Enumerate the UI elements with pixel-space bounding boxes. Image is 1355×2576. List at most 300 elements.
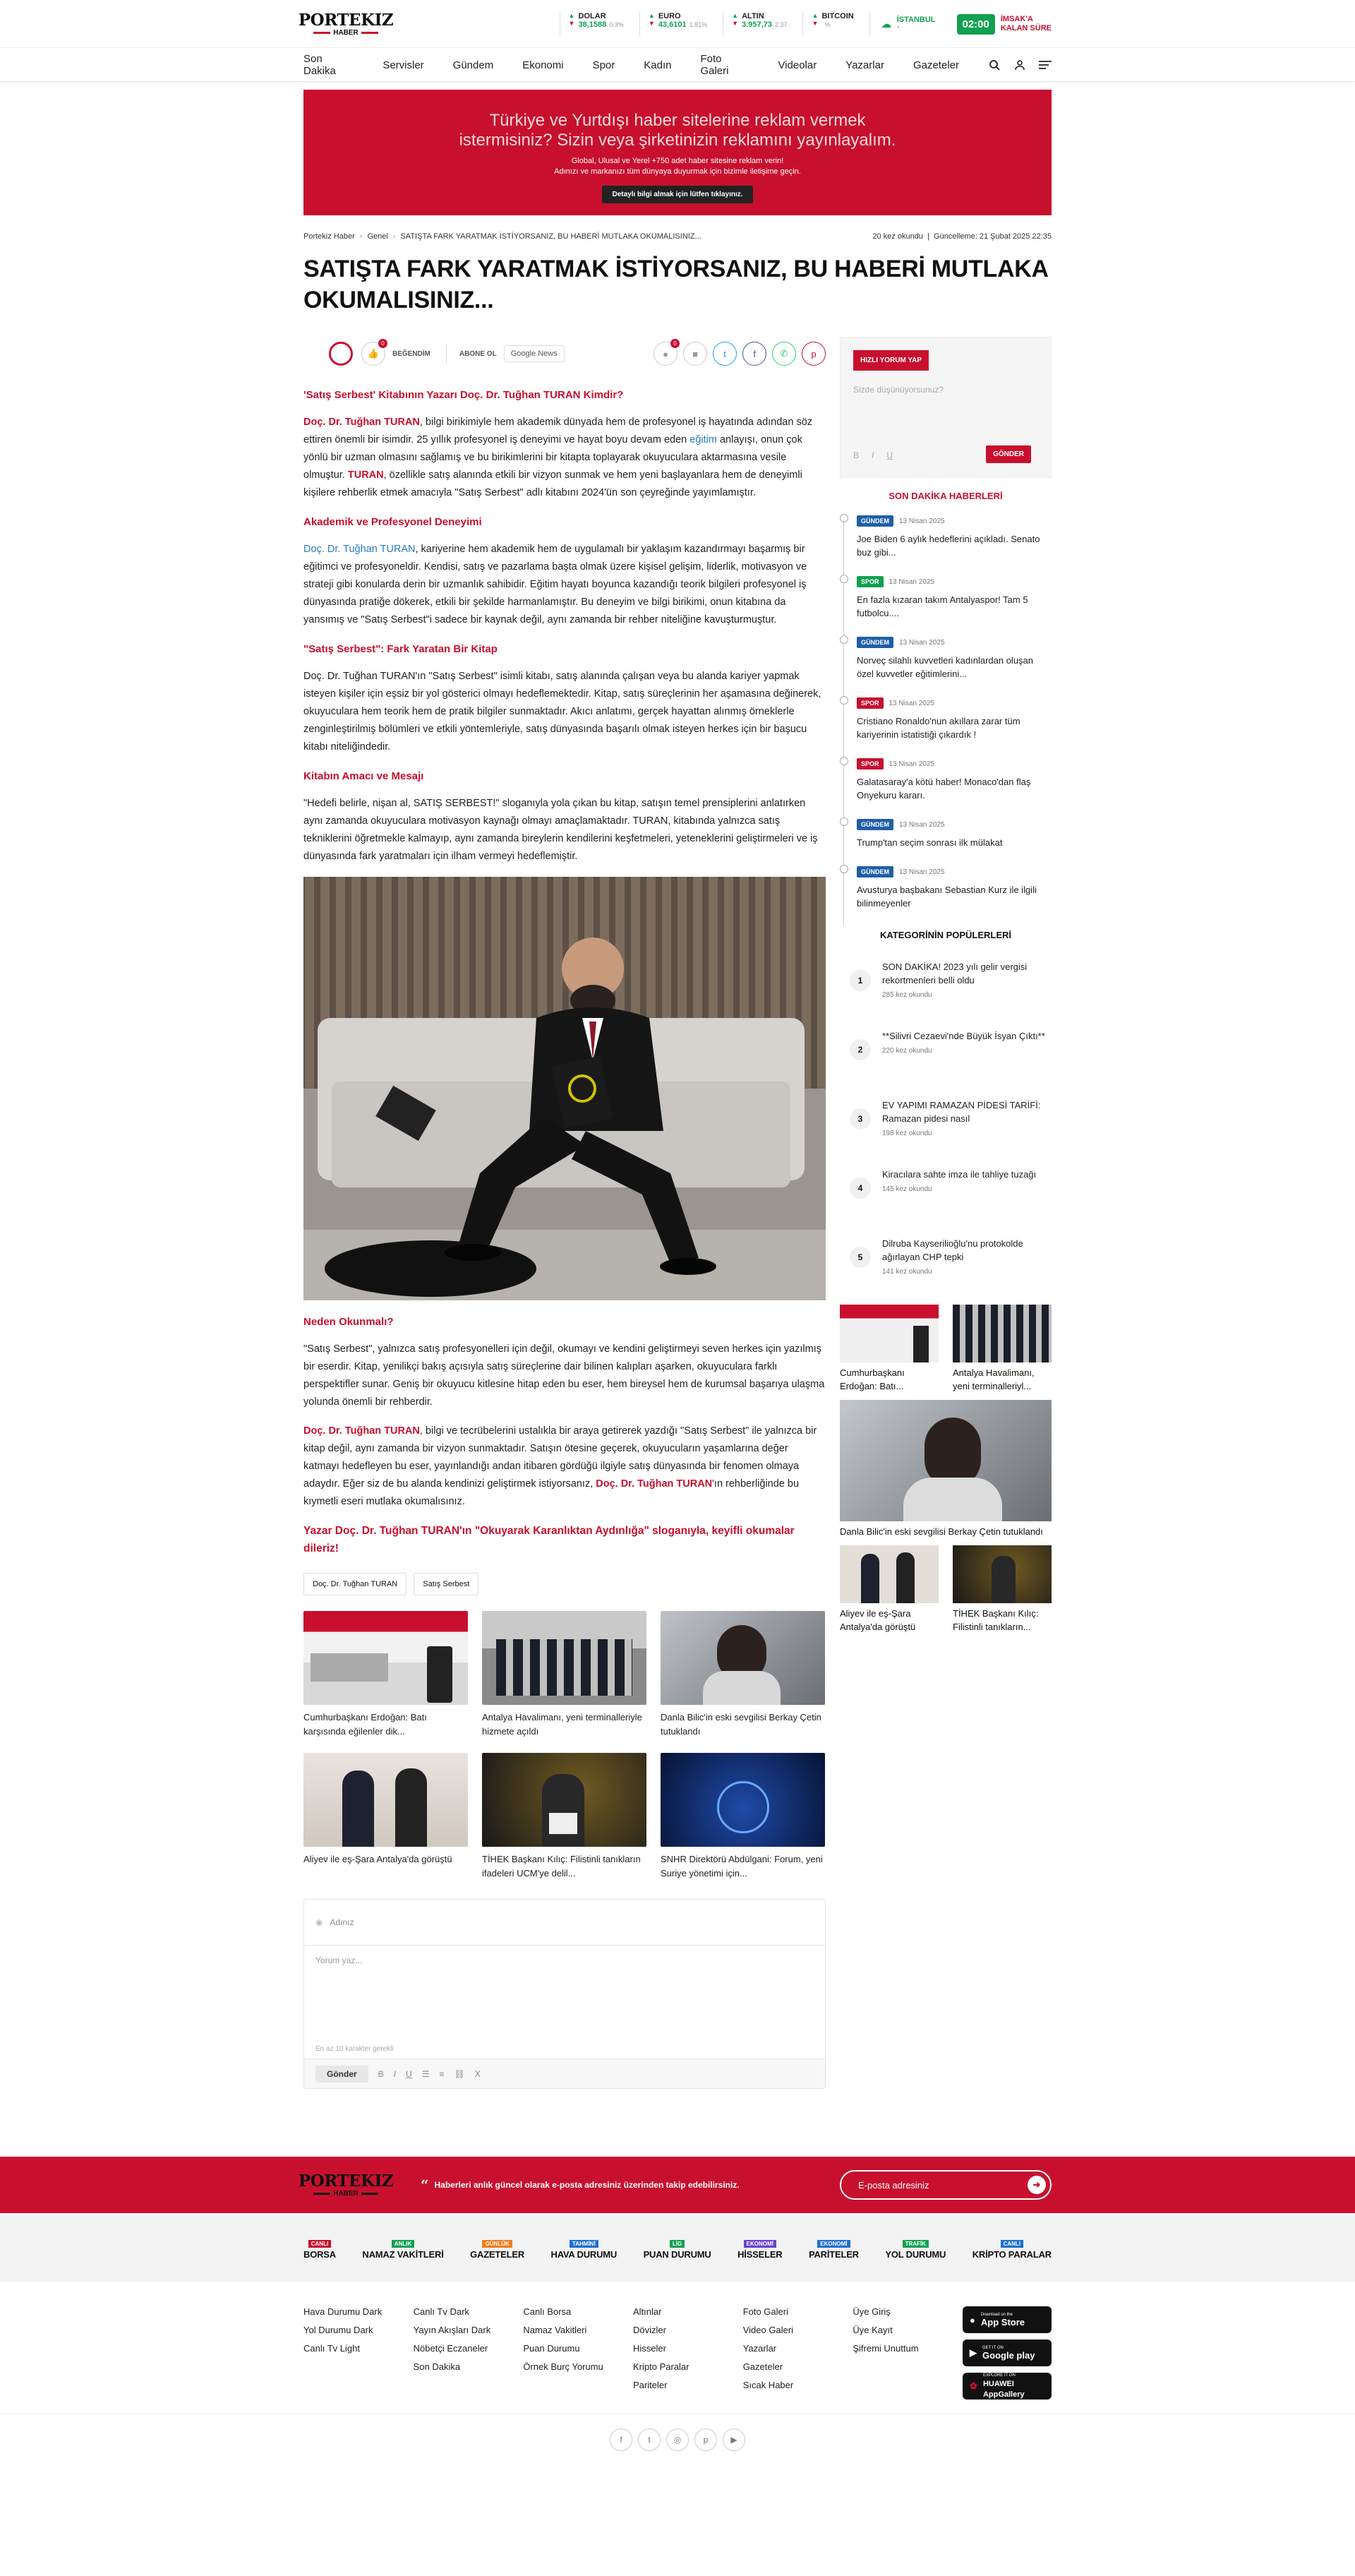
bold-icon[interactable]: B bbox=[378, 2068, 384, 2079]
closing-line: Yazar Doç. Dr. Tuğhan TURAN'ın "Okuyarak Karanlıktan Aydınlığa" sloganıyla, keyifli okumalar dileriz! bbox=[303, 1525, 795, 1554]
related-image bbox=[661, 1753, 825, 1847]
service-name: GAZETELER bbox=[470, 2248, 525, 2260]
facebook-share-button[interactable] bbox=[742, 342, 766, 366]
text: , bilgi birikimiyle hem akademik dünyada hem de profesyonel iş hayatında adından söz ettiren önemli bir isimdir. 25 yıllık profesyonel iş deneyimi ve hayat boyu devam eden bbox=[303, 417, 813, 445]
quick-format-toolbar bbox=[853, 450, 893, 460]
sidebar-news-card[interactable] bbox=[953, 1305, 1052, 1393]
nav-item-gazeteler[interactable]: Gazeteler bbox=[913, 59, 959, 71]
related-news bbox=[303, 1611, 826, 1881]
related-card[interactable] bbox=[661, 1611, 825, 1739]
quick-comment-submit[interactable]: GÖNDER bbox=[986, 445, 1031, 463]
footer-link[interactable]: Örnek Burç Yorumu bbox=[523, 2361, 603, 2372]
author-link[interactable]: Doç. Dr. Tuğhan TURAN bbox=[596, 1478, 713, 1490]
related-title: Cumhurbaşkanı Erdoğan: Batı karşısında eğilenler dik... bbox=[303, 1712, 427, 1737]
tag[interactable]: Satış Serbest bbox=[414, 1573, 478, 1595]
nav-item-kadin[interactable]: Kadın bbox=[644, 59, 672, 71]
author-link[interactable]: Doç. Dr. Tuğhan TURAN bbox=[303, 1425, 420, 1437]
latest-news-item[interactable] bbox=[843, 635, 1052, 696]
footer-link[interactable]: Şifremi Unuttum bbox=[853, 2343, 919, 2354]
footer-link[interactable]: Dövizler bbox=[633, 2325, 666, 2335]
trend-icon: ▲ ▼ bbox=[648, 12, 655, 27]
service-namaz-vakitleri[interactable] bbox=[362, 2236, 443, 2260]
appgallery-badge[interactable] bbox=[963, 2373, 1052, 2400]
logo-text: PORTEKIZ bbox=[298, 10, 394, 30]
author-link[interactable]: Doç. Dr. Tuğhan TURAN bbox=[303, 544, 416, 555]
service-hava-durumu[interactable] bbox=[551, 2236, 618, 2260]
chevron-right-icon: › bbox=[392, 232, 396, 241]
footer-column bbox=[743, 2306, 853, 2400]
related-card[interactable] bbox=[303, 1611, 468, 1739]
market-name: EURO bbox=[658, 12, 681, 20]
article-meta: 20 kez okundu | Güncelleme: 21 Şubat 2025 22:35 bbox=[872, 232, 1052, 241]
related-title: Danla Bilic'in eski sevgilisi Berkay Çetin tutuklandı bbox=[661, 1712, 821, 1737]
footer-link[interactable]: Canlı Borsa bbox=[523, 2306, 572, 2317]
instagram-icon[interactable]: ◎ bbox=[666, 2428, 689, 2451]
nav-item-gundem[interactable]: Gündem bbox=[452, 59, 494, 71]
footer-link[interactable]: Hisseler bbox=[633, 2343, 666, 2354]
footer-link[interactable]: Puan Durumu bbox=[523, 2343, 580, 2354]
rank-number: 1 bbox=[850, 970, 871, 991]
like-button[interactable] bbox=[361, 342, 385, 366]
trend-icon: ▲ ▼ bbox=[812, 12, 819, 27]
news-date: 13 Nisan 2025 bbox=[899, 868, 945, 876]
facebook-icon: f bbox=[753, 348, 756, 359]
service-hisseler[interactable] bbox=[737, 2236, 782, 2260]
countdown-time: 02:00 bbox=[957, 14, 995, 35]
imsak-countdown bbox=[957, 14, 1052, 35]
site-logo[interactable] bbox=[298, 8, 394, 40]
footer-link[interactable]: Canlı Tv Light bbox=[303, 2343, 360, 2354]
text: , özellikle satış alanında etkili bir vizyon sunmak ve hem yeni başlayanlara hem de deneyimli kişilere rehberlik etmek amacıyla "Satış Serbest" adlı kitabını 2024'ün son çeyreğinde yayımlamıştır. bbox=[303, 469, 802, 498]
article bbox=[303, 337, 826, 2089]
service-gazeteler[interactable] bbox=[470, 2236, 524, 2260]
reaction-ring-icon[interactable] bbox=[329, 342, 353, 366]
market-change: 2.37 bbox=[774, 21, 788, 28]
comment-hint: En az 10 karakter gerekli bbox=[315, 2045, 394, 2053]
related-image bbox=[482, 1753, 646, 1847]
main-nav bbox=[0, 48, 1355, 82]
popular-title-text: Kiracılara sahte imza ile tahliye tuzağı bbox=[882, 1169, 1037, 1180]
popular-title-text: Dilruba Kayserilioğlu'nu protokolde ağırlayan CHP tepki bbox=[882, 1238, 1023, 1262]
service-name: PARİTELER bbox=[808, 2248, 859, 2260]
breadcrumb-current: SATIŞTA FARK YARATMAK İSTİYORSANIZ, BU HABERİ MUTLAKA OKUMALISINIZ... bbox=[400, 232, 701, 241]
whatsapp-share-button[interactable] bbox=[772, 342, 796, 366]
nav-item-foto-galeri[interactable]: Foto Galeri bbox=[700, 53, 729, 77]
breadcrumb bbox=[303, 232, 1052, 241]
popular-title-text: EV YAPIMI RAMAZAN PİDESİ TARİFİ: Ramazan pidesi nasıl bbox=[882, 1100, 1041, 1124]
news-title: Cristiano Ronaldo'nun akıllara zarar tüm kariyerinin istatistiği çıkardık ! bbox=[857, 716, 1020, 740]
user-icon: ◉ bbox=[315, 1917, 323, 1927]
logo-subtext bbox=[313, 2190, 378, 2198]
paragraph bbox=[303, 1422, 826, 1511]
latest-news-title bbox=[840, 491, 1052, 501]
service-badge: LİG bbox=[670, 2240, 685, 2248]
footer-link[interactable]: Üye Kayıt bbox=[853, 2325, 893, 2335]
latest-news-list bbox=[843, 514, 1052, 925]
footer-link[interactable]: Yazarlar bbox=[742, 2343, 777, 2354]
store-small: EXPLORE IT ON bbox=[982, 2373, 1016, 2378]
logo-subtext-label: HABER bbox=[333, 2189, 359, 2198]
service-badge: EKONOMİ bbox=[817, 2240, 850, 2248]
nav-item-spor[interactable]: Spor bbox=[592, 59, 615, 71]
news-image bbox=[840, 1545, 939, 1603]
like-count: 0 bbox=[378, 339, 387, 348]
sidebar-news-card[interactable] bbox=[840, 1545, 939, 1634]
email-placeholder: E-posta adresiniz bbox=[858, 2179, 929, 2191]
footer-link[interactable]: Canlı Tv Dark bbox=[413, 2306, 469, 2317]
category-badge: SPOR bbox=[857, 576, 884, 587]
related-image bbox=[303, 1753, 468, 1847]
footer-column bbox=[633, 2306, 743, 2400]
countdown-label: KALAN SÜRE bbox=[1000, 24, 1052, 32]
service-pariteler[interactable] bbox=[809, 2236, 859, 2260]
section-heading: Akademik ve Profesyonel Deneyimi bbox=[303, 516, 482, 528]
pinterest-icon[interactable]: p bbox=[694, 2428, 717, 2451]
breadcrumb-category[interactable]: Genel bbox=[367, 232, 388, 241]
footer-link[interactable]: Son Dakika bbox=[413, 2361, 461, 2372]
chevron-right-icon: › bbox=[359, 232, 363, 241]
related-title: TİHEK Başkanı Kılıç: Filistinli tanıkların ifadeleri UCM'ye delil... bbox=[482, 1854, 641, 1879]
popular-title-text: **Silivri Cezaevi'nde Büyük İsyan Çıktı** bbox=[882, 1031, 1045, 1041]
menu-icon[interactable] bbox=[1039, 59, 1052, 71]
footer-link[interactable]: Yol Durumu Dark bbox=[303, 2325, 373, 2335]
footer-link[interactable]: Nöbetçi Eczaneler bbox=[413, 2343, 488, 2354]
ordered-list-icon[interactable]: ☰ bbox=[421, 2068, 430, 2079]
paragraph: "Hedefi belirle, nişan al, SATIŞ SERBEST!" sloganıyla yola çıkan bu kitap, satışın temel prensiplerini anlatırken aynı zamanda okuyuculara motivasyon kaynağı olmayı amaçlamaktadır. TURAN, kitabında yalnızca satış tekniklerini öğretmekle kalmayıp, aynı zamanda bireylerin kendilerini keşfetmeleri, yeteneklerini geliştirmeleri ve iş dünyasında fark yaratmaları için ilham vermeyi hedeflemiştir. bbox=[303, 798, 818, 862]
service-name: KRİPTO PARALAR bbox=[972, 2248, 1052, 2260]
section-heading: Neden Okunmalı? bbox=[303, 1316, 394, 1328]
italic-icon[interactable]: I bbox=[872, 450, 874, 460]
banner-heading: Türkiye ve Yurtdışı haber sitelerine reklam vermek istermisiniz? Sizin veya şirketinizin reklamını yayınlayalım. bbox=[459, 111, 896, 150]
category-badge: GÜNDEM bbox=[857, 637, 893, 648]
cloud-icon: ☁ bbox=[881, 18, 892, 30]
market-ticker bbox=[560, 12, 1052, 36]
market-change: % bbox=[824, 21, 831, 28]
nav-item-yazarlar[interactable]: Yazarlar bbox=[845, 59, 884, 71]
sidebar-news-grid bbox=[840, 1305, 1052, 1634]
news-title: Avusturya başbakanı Sebastian Kurz ile ilgili bilinmeyenler bbox=[857, 885, 1037, 909]
service-name: YOL DURUMU bbox=[885, 2248, 946, 2260]
store-name: App Store bbox=[980, 2316, 1025, 2328]
nav-item-servisler[interactable]: Servisler bbox=[383, 59, 424, 71]
market-gold[interactable] bbox=[723, 12, 787, 36]
bookmark-icon: ■ bbox=[692, 348, 698, 359]
twitter-share-button[interactable] bbox=[713, 342, 737, 366]
service-puan-durumu[interactable] bbox=[644, 2236, 711, 2260]
footer-column bbox=[853, 2306, 963, 2400]
footer-link[interactable]: Sıcak Haber bbox=[742, 2380, 794, 2390]
page-title: SATIŞTA FARK YARATMAK İSTİYORSANIZ, BU HABERİ MUTLAKA OKUMALISINIZ... bbox=[303, 256, 1048, 313]
market-value: 38,1588 bbox=[578, 20, 607, 29]
sidebar bbox=[840, 337, 1052, 2089]
bookmark-button[interactable] bbox=[683, 342, 707, 366]
trend-icon: ▲ ▼ bbox=[568, 12, 575, 27]
footer-column bbox=[523, 2306, 633, 2400]
footer-link[interactable]: Yayın Akışları Dark bbox=[413, 2325, 491, 2335]
rank-number: 3 bbox=[850, 1108, 871, 1130]
footer-logo[interactable] bbox=[298, 2169, 394, 2200]
logo-subtext bbox=[313, 29, 378, 37]
read-count: 20 kez okundu bbox=[872, 232, 923, 241]
text: , kariyerine hem akademik hem de uygulamalı bir yaklaşım kazandırmayı başarmış bir eğitimci ve profesyoneldir. Kendisi, satış ve pazarlama başta olmak üzere kişisel gelişim, liderlik, motivasyon ve strateji gibi konularda derin bir uzmanlık sahibidir. Eğitim hayatı boyunca kazandığı teorik bilgileri profesyonel iş dünyasında pratiğe dökerek, etkili bir şekilde harmanlamıştır. Bu deneyim ve bilgi birikimi, onun kitabına da yansımış ve "Satış Serbest"i sadece bir kaynak değil, aynı zamanda bir rehber niteliğine kavuşturmuştur. bbox=[303, 544, 807, 625]
google-news-button[interactable]: Google News bbox=[504, 345, 565, 362]
section-heading: 'Satış Serbest' Kitabının Yazarı Doç. Dr. Tuğhan TURAN Kimdir? bbox=[303, 389, 624, 401]
google-play-badge[interactable] bbox=[963, 2340, 1052, 2366]
news-image bbox=[953, 1305, 1052, 1362]
like-label: BEĞENDİM bbox=[392, 349, 430, 358]
news-date: 13 Nisan 2025 bbox=[899, 639, 945, 647]
newsletter-bar bbox=[0, 2157, 1355, 2213]
rank-number: 4 bbox=[850, 1178, 871, 1199]
search-icon[interactable] bbox=[988, 59, 1001, 71]
weather-city: İSTANBUL bbox=[896, 15, 936, 24]
related-image bbox=[303, 1611, 468, 1705]
quick-comment-box bbox=[840, 337, 1052, 478]
service-name: HAVA DURUMU bbox=[550, 2248, 618, 2260]
latest-news-item[interactable] bbox=[843, 865, 1052, 925]
quick-comment-tab: HIZLI YORUM YAP bbox=[853, 350, 929, 371]
news-image bbox=[840, 1400, 1052, 1521]
clear-format-icon[interactable]: Ⅹ bbox=[474, 2068, 481, 2079]
pinterest-icon: p bbox=[811, 348, 817, 359]
popular-item[interactable] bbox=[850, 1022, 1052, 1091]
sidebar-news-card[interactable] bbox=[840, 1305, 939, 1393]
footer-link[interactable]: Video Galeri bbox=[742, 2325, 793, 2335]
service-badge: CANLI bbox=[308, 2240, 331, 2248]
popular-title-text: SON DAKİKA! 2023 yılı gelir vergisi rekortmenleri belli oldu bbox=[882, 961, 1028, 986]
footer-link[interactable]: Pariteler bbox=[633, 2380, 668, 2390]
sidebar-news-card[interactable] bbox=[840, 1400, 1052, 1538]
social-links bbox=[0, 2414, 1355, 2451]
italic-icon[interactable]: I bbox=[393, 2068, 397, 2079]
store-small: Download on the bbox=[980, 2312, 1013, 2317]
footer-link[interactable]: Gazeteler bbox=[742, 2361, 783, 2372]
twitter-icon: t bbox=[723, 348, 726, 359]
latest-news-item[interactable] bbox=[843, 696, 1052, 757]
related-title: Aliyev ile eş-Şara Antalya'da görüştü bbox=[303, 1854, 452, 1864]
read-count: 145 kez okundu bbox=[882, 1185, 932, 1193]
link-icon[interactable]: ⛓ bbox=[454, 2068, 465, 2079]
comment-submit-button[interactable]: Gönder bbox=[315, 2066, 368, 2083]
service-name: BORSA bbox=[303, 2248, 336, 2260]
service-name: HİSSELER bbox=[737, 2248, 783, 2260]
news-title: Trump'tan seçim sonrası ilk mülakat bbox=[857, 837, 1003, 848]
service-badge: GÜNLÜK bbox=[482, 2240, 512, 2248]
weather-widget[interactable] bbox=[869, 12, 936, 36]
newsletter-text: Haberleri anlık güncel olarak e-posta adresiniz üzerinden takip edebilirsiniz. bbox=[434, 2180, 740, 2190]
quick-comment-input[interactable]: Sizde düşünüyorsunuz? bbox=[853, 385, 944, 395]
category-badge: SPOR bbox=[857, 697, 884, 709]
popular-title: KATEGORİNİN POPÜLERLERİ bbox=[879, 930, 1012, 940]
footer-link[interactable]: Altınlar bbox=[633, 2306, 662, 2317]
related-image bbox=[661, 1611, 825, 1705]
store-name: Google play bbox=[982, 2349, 1035, 2361]
bullet-list-icon[interactable]: ≡ bbox=[439, 2068, 445, 2079]
textarea-placeholder: Yorum yaz... bbox=[315, 1955, 363, 1965]
banner-cta-button[interactable]: Detaylı bilgi almak için lütfen tıklayınız. bbox=[602, 186, 752, 203]
author-link[interactable]: TURAN bbox=[347, 469, 384, 481]
read-count: 198 kez okundu bbox=[882, 1130, 932, 1137]
news-date: 13 Nisan 2025 bbox=[899, 517, 945, 525]
play-icon: ▶ bbox=[970, 2347, 977, 2358]
footer-link[interactable]: Üye Giriş bbox=[853, 2306, 891, 2317]
logo-text: PORTEKIZ bbox=[298, 2171, 394, 2191]
inline-link[interactable]: eğitim bbox=[689, 434, 717, 445]
comment-form bbox=[303, 1899, 826, 2089]
popular-item[interactable] bbox=[850, 953, 1052, 1022]
latest-title-rest: HABERLERİ bbox=[946, 491, 1003, 501]
comment-textarea[interactable] bbox=[304, 1946, 825, 2059]
latest-news-item[interactable] bbox=[843, 575, 1052, 635]
footer-link[interactable]: Namaz Vakitleri bbox=[523, 2325, 587, 2335]
related-card[interactable] bbox=[482, 1753, 646, 1881]
trend-icon: ▲ ▼ bbox=[732, 12, 739, 27]
follow-label: ABONE OL bbox=[459, 349, 497, 358]
related-image bbox=[482, 1611, 646, 1705]
breadcrumb-home[interactable]: Portekiz Haber bbox=[303, 232, 355, 241]
latest-news-item[interactable] bbox=[843, 817, 1052, 865]
app-store-badge[interactable] bbox=[963, 2306, 1052, 2333]
news-date: 13 Nisan 2025 bbox=[889, 700, 935, 707]
footer-column bbox=[414, 2306, 524, 2400]
name-placeholder: Adınız bbox=[330, 1917, 354, 1927]
nav-item-videolar[interactable]: Videolar bbox=[778, 59, 817, 71]
market-dollar[interactable] bbox=[560, 12, 624, 36]
thumbs-up-icon: 👍 bbox=[367, 348, 380, 359]
latest-title-accent: SON DAKİKA bbox=[889, 491, 947, 501]
comment-count: 0 bbox=[670, 339, 680, 348]
newsletter-email-input[interactable] bbox=[840, 2170, 1052, 2200]
text: 'ın rehberliğinde bu kıymetli eseri mutlaka okumalısınız. bbox=[303, 1478, 800, 1507]
news-image bbox=[953, 1545, 1052, 1603]
sidebar-news-card[interactable] bbox=[953, 1545, 1052, 1634]
underline-icon[interactable]: U bbox=[406, 2068, 412, 2079]
banner-subtext: Global, Ulusal ve Yerel +750 adet haber sitesine reklam verin! bbox=[571, 157, 784, 165]
rank-number: 5 bbox=[850, 1247, 871, 1268]
market-value: 43,6101 bbox=[658, 20, 687, 29]
logo-subtext-label: HABER bbox=[333, 28, 359, 37]
rank-number: 2 bbox=[850, 1039, 871, 1060]
store-small: GET IT ON bbox=[982, 2345, 1004, 2350]
footer-link[interactable]: Kripto Paralar bbox=[633, 2361, 689, 2372]
twitter-icon[interactable]: t bbox=[638, 2428, 661, 2451]
store-name: HUAWEI AppGallery bbox=[982, 2380, 1025, 2399]
service-borsa[interactable] bbox=[303, 2236, 336, 2260]
news-title: TİHEK Başkanı Kılıç: Filistinli tanıkların... bbox=[953, 1608, 1039, 1632]
news-title: En fazla kızaran takım Antalyaspor! Tam 5 futbolcu.... bbox=[857, 594, 1028, 618]
text: , bilgi ve tecrübelerini ustalıkla bir araya getirerek yazdığı "Satış Serbest" ile yalnızca bir kitap değil, aynı zamanda bir vizyon sunmaktadır. Satışın ötesine geçerek, okuyucuların yaşamlarına değer katmayı hedefleyen bu eser, yayınlandığı andan itibaren gördüğü ilgiyle satış dünyasında bir fenomen olmaya adaydır. Eğer siz de bu alanda kendinizi geliştirmek istiyorsanız, bbox=[303, 1425, 817, 1490]
service-kripto-paralar[interactable] bbox=[972, 2236, 1052, 2260]
news-date: 13 Nisan 2025 bbox=[889, 578, 935, 586]
market-value: 3.957,73 bbox=[742, 20, 772, 29]
tag[interactable]: Doç. Dr. Tuğhan TURAN bbox=[303, 1573, 406, 1595]
latest-news-item[interactable] bbox=[843, 514, 1052, 575]
read-count: 285 kez okundu bbox=[882, 991, 932, 999]
news-date: 13 Nisan 2025 bbox=[889, 760, 935, 768]
read-count: 220 kez okundu bbox=[882, 1047, 932, 1055]
news-title: Danla Bilic'in eski sevgilisi Berkay Çetin tutuklandı bbox=[840, 1526, 1043, 1537]
youtube-icon[interactable]: ▶ bbox=[723, 2428, 745, 2451]
service-name: PUAN DURUMU bbox=[643, 2248, 711, 2260]
nav-item-son-dakika[interactable]: Son Dakika bbox=[303, 53, 336, 77]
service-badge: CANLI bbox=[1001, 2240, 1023, 2248]
article-body bbox=[303, 386, 826, 1557]
service-name: NAMAZ VAKİTLERİ bbox=[362, 2248, 444, 2260]
banner-subtext: Adınızı ve markanızı tüm dünyaya duyurmak için bizimle iletişime geçin. bbox=[554, 167, 801, 176]
pinterest-share-button[interactable] bbox=[802, 342, 826, 366]
apple-icon: ● bbox=[970, 2314, 975, 2325]
popular-item[interactable] bbox=[850, 1230, 1052, 1299]
footer-link[interactable]: Foto Galeri bbox=[742, 2306, 788, 2317]
popular-item[interactable] bbox=[850, 1161, 1052, 1230]
top-bar bbox=[0, 0, 1355, 48]
news-title: Norveç silahlı kuvvetleri kadınlardan oluşan özel kuvvetler eğitimlerini... bbox=[857, 655, 1034, 679]
weather-temp: ° bbox=[896, 25, 900, 33]
underline-icon[interactable]: U bbox=[886, 450, 893, 460]
latest-news-item[interactable] bbox=[843, 757, 1052, 817]
popular-item[interactable] bbox=[850, 1091, 1052, 1161]
quote-icon: “ bbox=[421, 2176, 429, 2193]
related-card[interactable] bbox=[482, 1611, 646, 1739]
article-photo bbox=[303, 877, 826, 1300]
tag-list bbox=[303, 1573, 826, 1595]
section-heading: "Satış Serbest": Fark Yaratan Bir Kitap bbox=[303, 643, 498, 655]
services-bar bbox=[0, 2213, 1355, 2282]
related-title: Antalya Havalimanı, yeni terminalleriyle hizmete açıldı bbox=[482, 1712, 642, 1737]
market-name: BITCOIN bbox=[821, 12, 854, 20]
popular-list bbox=[840, 953, 1052, 1299]
category-badge: SPOR bbox=[857, 758, 884, 769]
service-yol-durumu[interactable] bbox=[885, 2236, 946, 2260]
news-title: Antalya Havalimanı, yeni terminalleriyl... bbox=[953, 1367, 1035, 1391]
paragraph: Doç. Dr. Tuğhan TURAN'ın "Satış Serbest" isimli kitabı, satış alanında çalışan veya bu alanda kariyer yapmak isteyen kişiler için eşsiz bir yol gösterici olmayı hedeflemektedir. Kitap, satış süreçlerinin her aşamasına değinerek, okuyuculara hem teorik hem de pratik bilgiler sunmaktadır. Akıcı anlatımı, gerçek hayattan alınmış örneklerle zenginleştirilmiş bölümleri ve etkili yöntemleriyle, satış dünyasında başarılı olmak isteyen herkes için bir başucu kitabı niteliğindedir. bbox=[303, 671, 821, 753]
comment-icon: ● bbox=[663, 348, 668, 359]
facebook-icon[interactable]: f bbox=[610, 2428, 632, 2451]
whatsapp-icon: ✆ bbox=[780, 348, 788, 359]
bold-icon[interactable]: B bbox=[853, 450, 860, 460]
footer-column bbox=[303, 2306, 414, 2400]
related-card[interactable] bbox=[303, 1753, 468, 1881]
news-title: Aliyev ile eş-Şara Antalya'da görüştü bbox=[840, 1608, 916, 1632]
comment-button[interactable] bbox=[654, 342, 678, 366]
paragraph bbox=[303, 541, 826, 629]
market-change: 0.3% bbox=[609, 21, 624, 28]
footer bbox=[0, 2306, 1355, 2451]
news-date: 13 Nisan 2025 bbox=[899, 821, 945, 829]
updated-date: Güncelleme: 21 Şubat 2025 22:35 bbox=[934, 232, 1052, 241]
market-name: DOLAR bbox=[578, 12, 606, 20]
author-link[interactable]: Doç. Dr. Tuğhan TURAN bbox=[303, 417, 420, 428]
comment-name-field[interactable] bbox=[304, 1900, 825, 1946]
user-icon[interactable] bbox=[1013, 59, 1026, 71]
comment-toolbar bbox=[304, 2059, 825, 2088]
text: anlayışı, onun çok yönlü bir uzman olmasını sağlamış ve bu birikimlerini bir kitapta toplayarak okuyuculara aktarmasına vesile olmuştur. bbox=[303, 434, 802, 481]
footer-link[interactable]: Hava Durumu Dark bbox=[303, 2306, 383, 2317]
nav-item-ekonomi[interactable]: Ekonomi bbox=[522, 59, 564, 71]
related-card[interactable] bbox=[661, 1753, 825, 1881]
service-badge: TRAFİK bbox=[903, 2240, 929, 2248]
market-euro[interactable] bbox=[639, 12, 707, 36]
arrow-right-icon[interactable]: ➜ bbox=[1028, 2176, 1046, 2194]
ad-banner[interactable] bbox=[303, 90, 1052, 215]
paragraph: "Satış Serbest", yalnızca satış profesyonelleri için değil, okumayı ve kendini geliştirmeyi seven herkes için yazılmış bir eserdir. Kitap, yenilikçi bakış açısıyla satış süreçlerine dair bilinen kalıpları aşarken, okuyuculara farklı perspektifler sunar. Geniş bir okuyucu kitlesine hitap eden bu eser, hem bireysel hem de kurumsal başarıya ulaşma yolunda önemli bir rehberdir. bbox=[303, 1343, 825, 1408]
service-badge: EKONOMİ bbox=[744, 2240, 776, 2248]
market-bitcoin[interactable] bbox=[802, 12, 853, 36]
news-title: Galatasaray'a kötü haber! Monaco'dan flaş Onyekuru kararı. bbox=[857, 777, 1031, 801]
category-badge: GÜNDEM bbox=[857, 866, 893, 877]
news-title: Cumhurbaşkanı Erdoğan: Batı... bbox=[840, 1367, 905, 1391]
category-badge: GÜNDEM bbox=[857, 819, 893, 830]
